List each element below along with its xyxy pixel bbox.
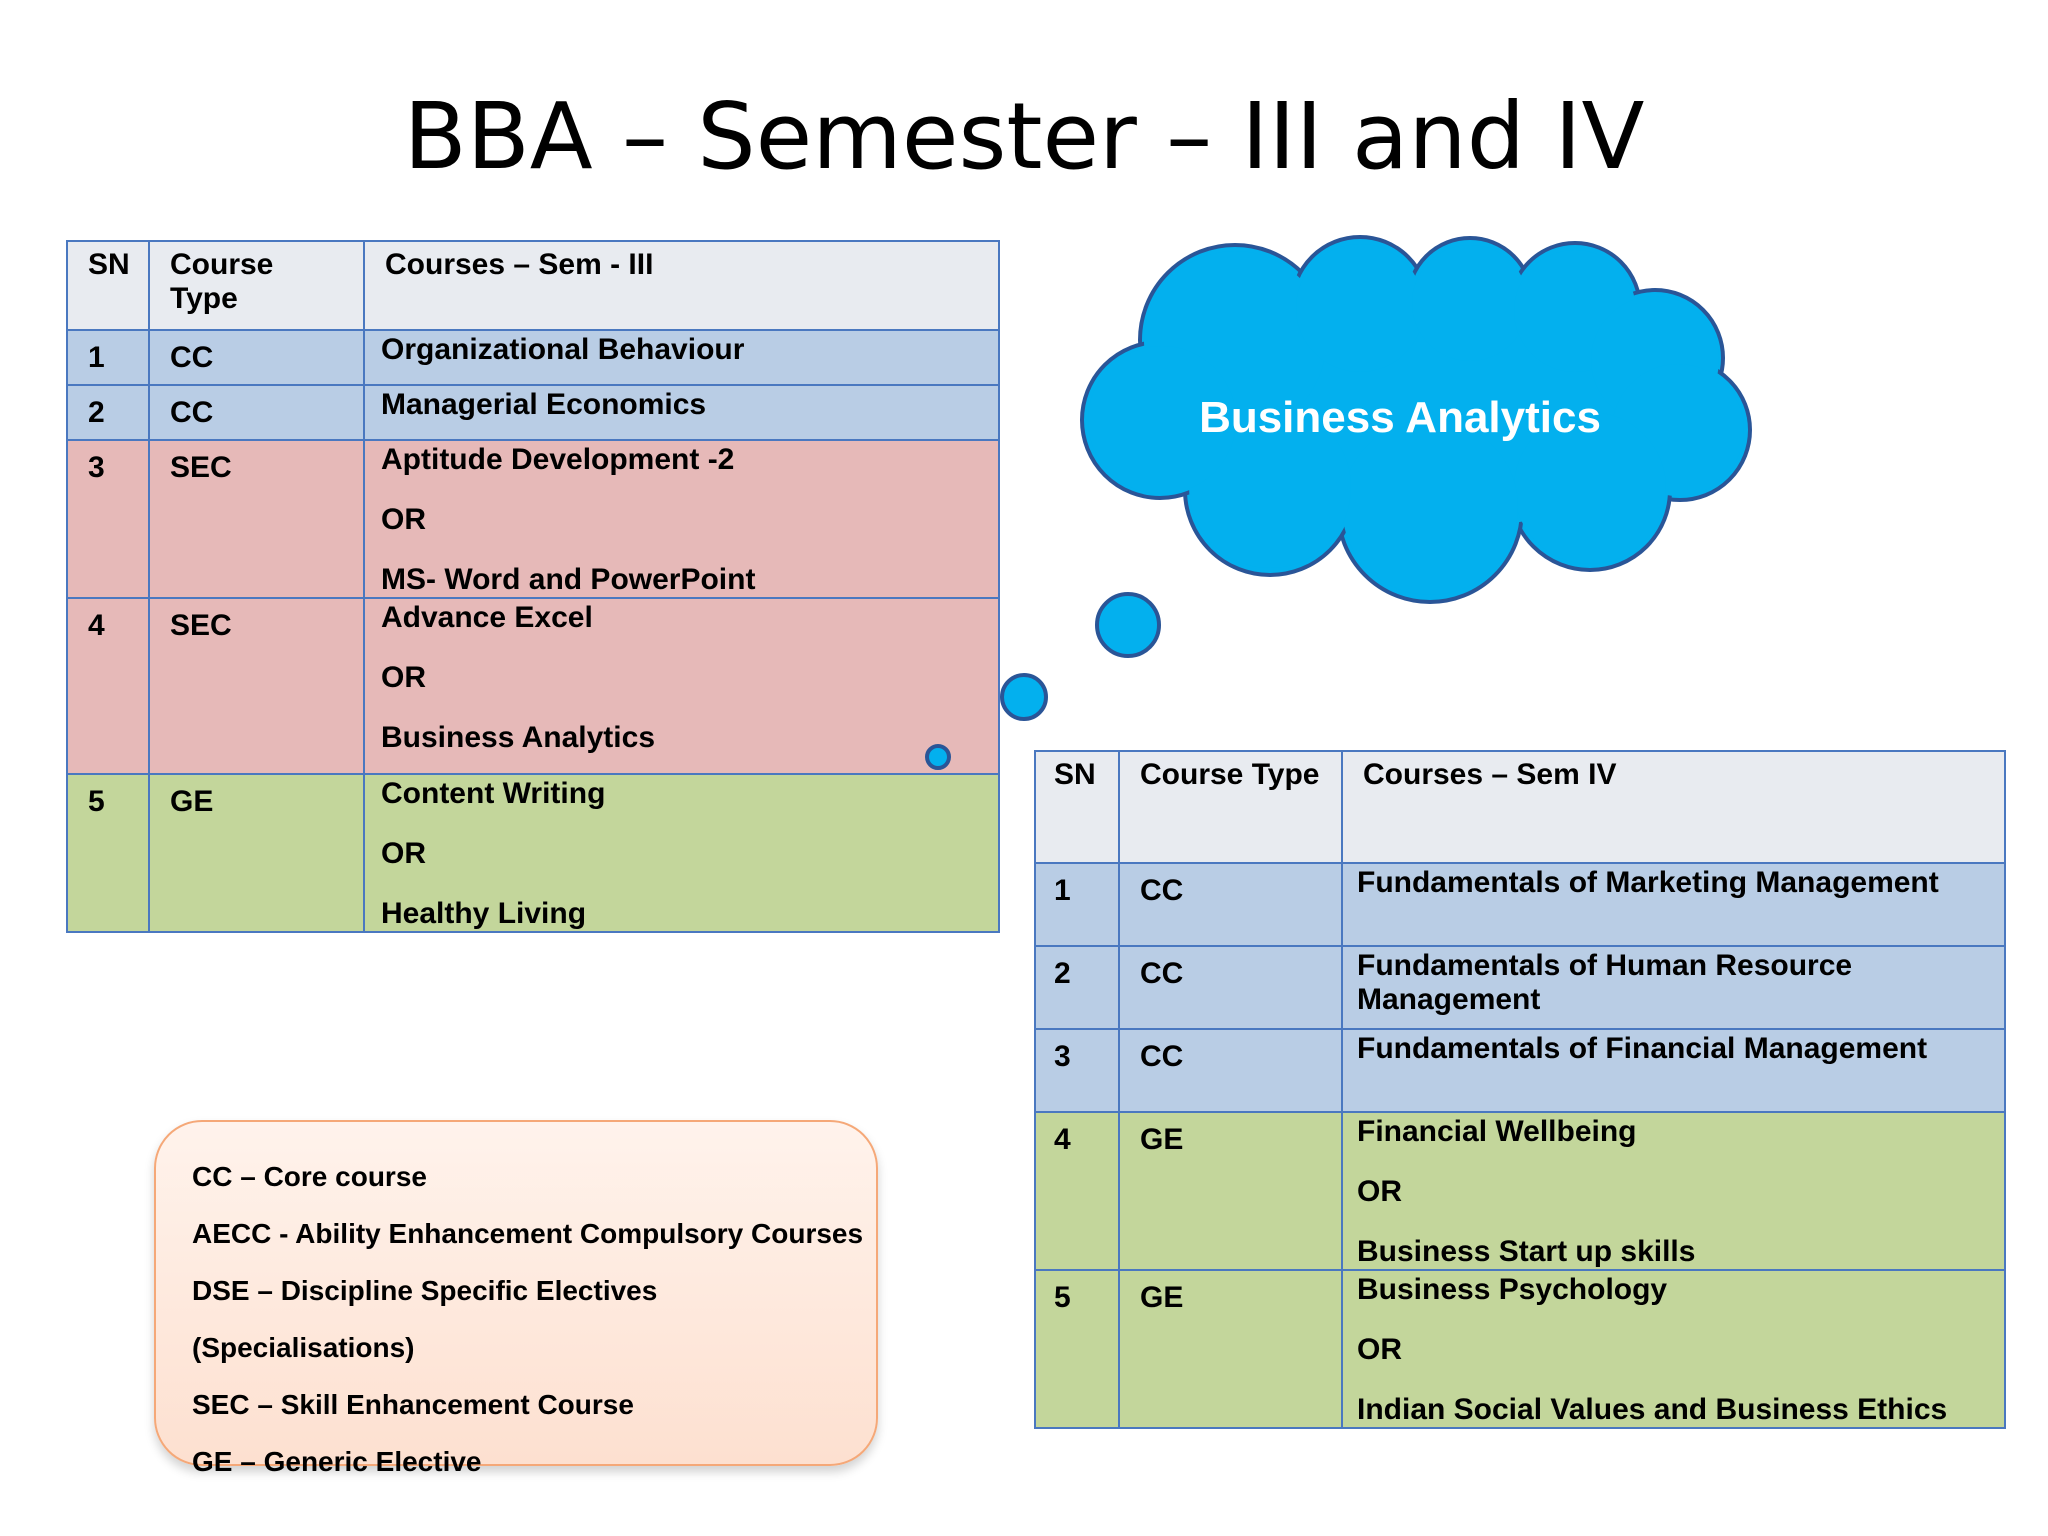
course-type-cell: SEC: [149, 440, 364, 598]
legend-line: (Specialisations): [192, 1332, 415, 1363]
course-type-cell: CC: [1119, 1029, 1342, 1112]
sn-cell: 1: [1035, 863, 1119, 946]
cloud-callout-label: Business Analytics: [1199, 393, 1601, 442]
course-cell: Fundamentals of Human Resource Management: [1342, 946, 2005, 1029]
course-type-cell: GE: [1119, 1270, 1342, 1428]
sn-cell: 1: [67, 330, 149, 385]
table-row: [67, 440, 999, 598]
table-row: [1035, 1029, 2005, 1112]
sem4-course-table: [1034, 750, 2006, 1429]
sn-cell: 2: [67, 385, 149, 440]
course-type-cell: CC: [149, 385, 364, 440]
legend-line: AECC - Ability Enhancement Compulsory Courses: [192, 1218, 864, 1249]
course-type-cell: GE: [149, 774, 364, 932]
course-cell: Content Writing OR Healthy Living: [364, 774, 999, 932]
sem3-header-course-type: Course Type: [149, 241, 364, 330]
table-row: [1035, 946, 2005, 1029]
legend-line: CC – Core course: [192, 1161, 427, 1192]
slide-title: BBA – Semester – III and IV: [403, 83, 1645, 190]
sem3-header-courses: Courses – Sem - III: [364, 241, 999, 330]
thought-bubble-medium: [1000, 673, 1048, 721]
sem3-course-table: [66, 240, 1000, 933]
sn-cell: 2: [1035, 946, 1119, 1029]
sn-cell: 4: [1035, 1112, 1119, 1270]
sem3-header-row: [67, 241, 999, 330]
sn-cell: 3: [67, 440, 149, 598]
table-row: [67, 598, 999, 774]
thought-bubble-small: [925, 744, 951, 770]
course-cell: Fundamentals of Marketing Management: [1342, 863, 2005, 946]
table-row: [1035, 1112, 2005, 1270]
course-cell: Managerial Economics: [364, 385, 999, 440]
course-type-cell: CC: [149, 330, 364, 385]
table-row: [67, 774, 999, 932]
sem4-header-sn: SN: [1035, 751, 1119, 863]
table-row: [1035, 863, 2005, 946]
sn-cell: 5: [1035, 1270, 1119, 1428]
legend-line: SEC – Skill Enhancement Course: [192, 1389, 634, 1420]
sem4-header-courses: Courses – Sem IV: [1342, 751, 2005, 863]
table-row: [67, 385, 999, 440]
course-cell: Advance Excel OR Business Analytics: [364, 598, 999, 774]
sn-cell: 3: [1035, 1029, 1119, 1112]
table-row: [1035, 1270, 2005, 1428]
legend-line: DSE – Discipline Specific Electives: [192, 1275, 658, 1306]
course-type-cell: CC: [1119, 946, 1342, 1029]
course-type-cell: CC: [1119, 863, 1342, 946]
course-type-cell: GE: [1119, 1112, 1342, 1270]
sn-cell: 4: [67, 598, 149, 774]
legend-line: GE – Generic Elective: [192, 1446, 482, 1477]
sem4-header-course-type: Course Type: [1119, 751, 1342, 863]
course-type-cell: SEC: [149, 598, 364, 774]
course-cell: Financial Wellbeing OR Business Start up skills: [1342, 1112, 2005, 1270]
sem4-header-row: [1035, 751, 2005, 863]
course-cell: Fundamentals of Financial Management: [1342, 1029, 2005, 1112]
sem3-header-sn: SN: [67, 241, 149, 330]
sn-cell: 5: [67, 774, 149, 932]
course-cell: Aptitude Development -2 OR MS- Word and PowerPoint: [364, 440, 999, 598]
thought-bubble-large: [1095, 592, 1161, 658]
abbreviation-legend: [154, 1120, 878, 1477]
table-row: [67, 330, 999, 385]
course-cell: Business Psychology OR Indian Social Values and Business Ethics: [1342, 1270, 2005, 1428]
course-cell: Organizational Behaviour: [364, 330, 999, 385]
